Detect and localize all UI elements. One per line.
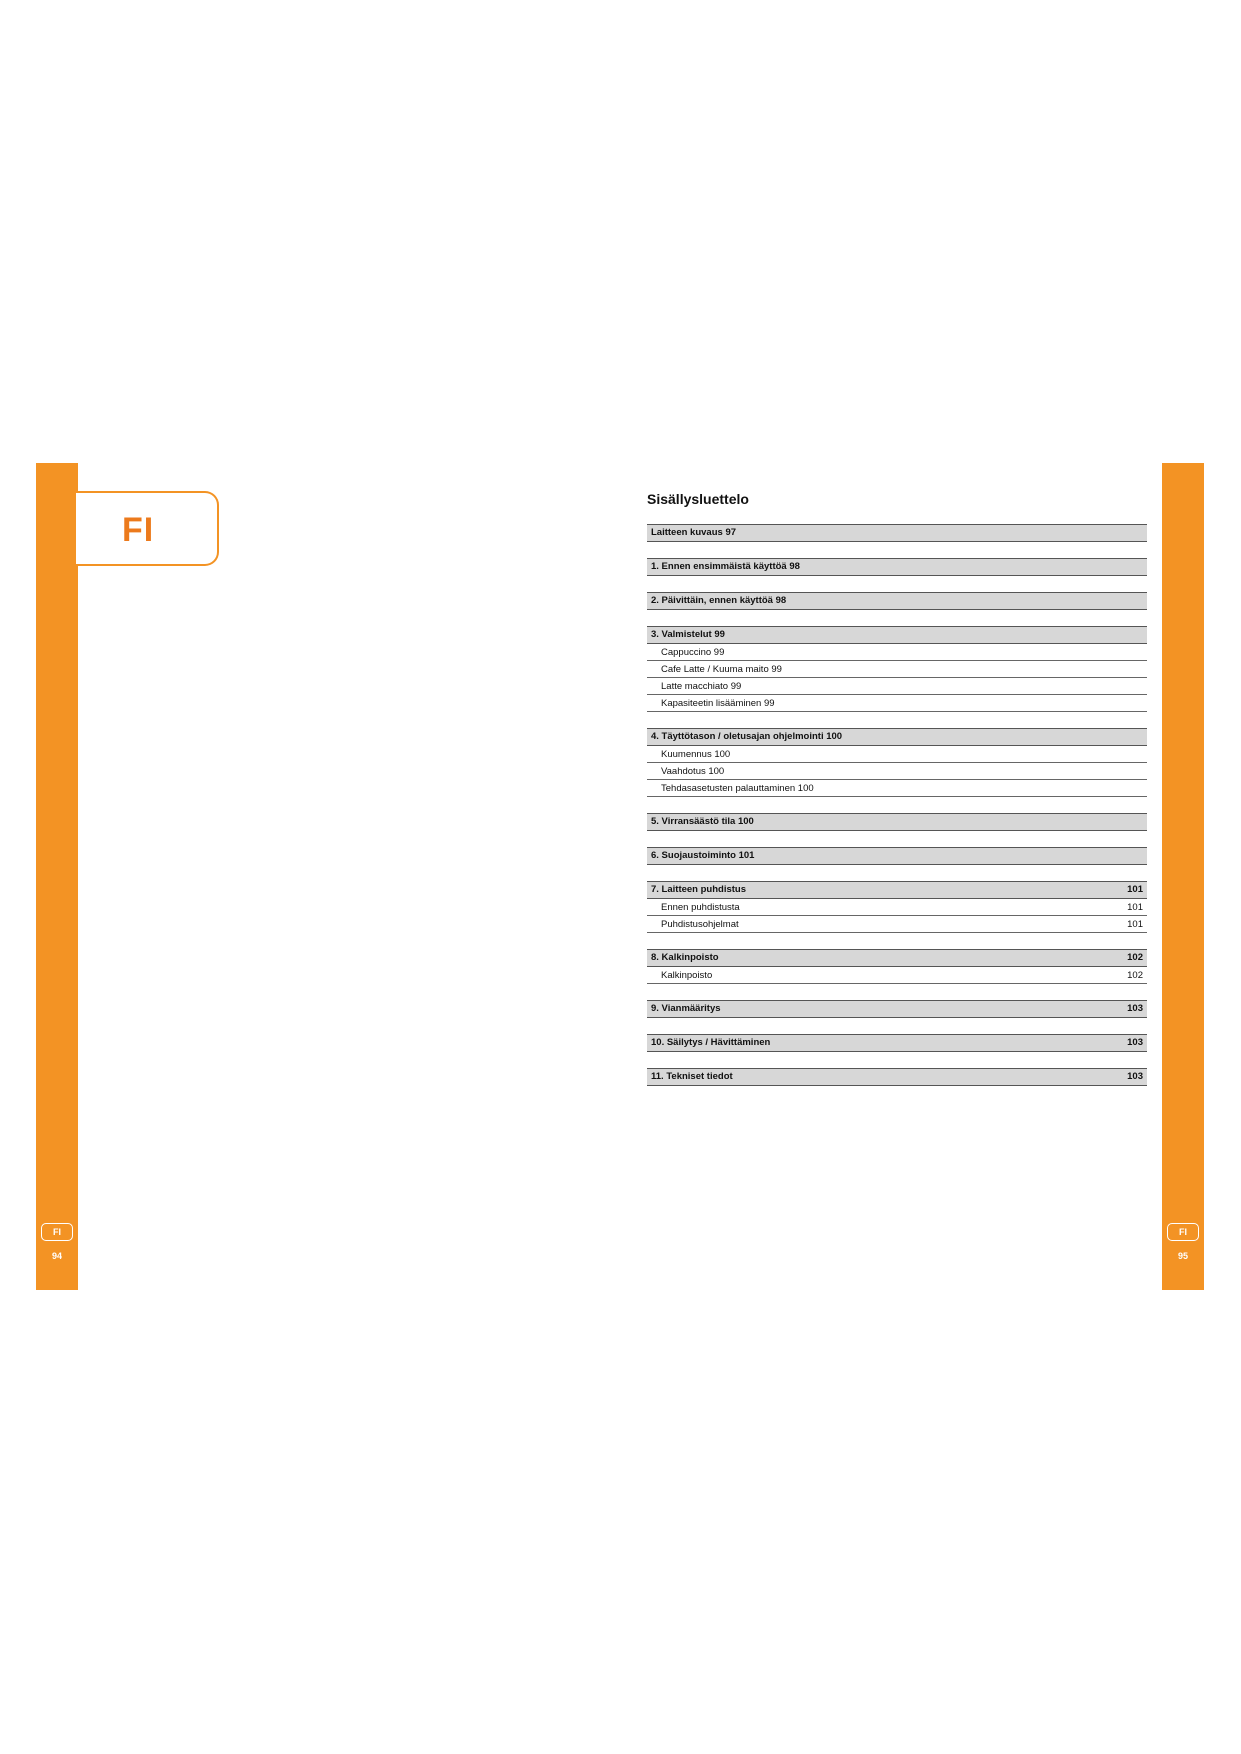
toc-section-row[interactable] — [647, 813, 1147, 831]
toc-spacer — [647, 576, 1147, 592]
toc-section-row[interactable] — [647, 626, 1147, 644]
toc-entry-label: Laitteen kuvaus 97 — [651, 527, 737, 538]
toc-entry-label: 5. Virransäästö tila 100 — [651, 816, 754, 827]
toc-subsection-row[interactable] — [647, 967, 1147, 984]
toc-spacer — [647, 712, 1147, 728]
right-language-tab: FI — [1167, 1223, 1199, 1241]
toc-entry-page: 101 — [1127, 902, 1143, 913]
toc-entry-label: Kapasiteetin lisääminen 99 — [661, 698, 775, 709]
toc-entry-label: 8. Kalkinpoisto — [651, 952, 719, 963]
toc-entry-label: 7. Laitteen puhdistus — [651, 884, 747, 895]
toc-section-row[interactable] — [647, 524, 1147, 542]
left-language-tab: FI — [41, 1223, 73, 1241]
left-page-number: 94 — [51, 1251, 62, 1261]
toc-subsection-row[interactable] — [647, 644, 1147, 661]
toc-subsection-row[interactable] — [647, 780, 1147, 797]
toc-subsection-row[interactable] — [647, 661, 1147, 678]
toc-section-row[interactable] — [647, 1068, 1147, 1086]
toc-section-row[interactable] — [647, 1000, 1147, 1018]
toc-entry-label: Kalkinpoisto — [661, 970, 713, 981]
toc-spacer — [647, 984, 1147, 1000]
toc-entry-page: 102 — [1127, 952, 1143, 963]
toc-spacer — [647, 1018, 1147, 1034]
toc-entry-page: 103 — [1127, 1071, 1143, 1082]
toc-spacer — [647, 1052, 1147, 1068]
toc-entry-page: 101 — [1127, 919, 1143, 930]
toc-spacer — [647, 797, 1147, 813]
toc-entry-label: 11. Tekniset tiedot — [651, 1071, 733, 1082]
toc-entry-label: Vaahdotus 100 — [661, 766, 725, 777]
toc-entry-label: Ennen puhdistusta — [661, 902, 740, 913]
toc-entry-label: Cafe Latte / Kuuma maito 99 — [661, 664, 782, 675]
toc-entry-label: Latte macchiato 99 — [661, 681, 742, 692]
toc-subsection-row[interactable] — [647, 763, 1147, 780]
toc-subsection-row[interactable] — [647, 678, 1147, 695]
toc-entry-page: 103 — [1127, 1037, 1143, 1048]
toc-entry-label: 10. Säilytys / Hävittäminen — [651, 1037, 771, 1048]
toc-entry-label: 9. Vianmääritys — [651, 1003, 721, 1014]
right-orange-sidebar — [1162, 463, 1204, 1290]
toc-entry-label: 3. Valmistelut 99 — [651, 629, 725, 640]
right-page-number: 95 — [1177, 1251, 1188, 1261]
toc-section-row[interactable] — [647, 558, 1147, 576]
toc-section-row[interactable] — [647, 592, 1147, 610]
toc-entry-label: Puhdistusohjelmat — [661, 919, 739, 930]
toc-spacer — [647, 933, 1147, 949]
toc-entry-label: 2. Päivittäin, ennen käyttöä 98 — [651, 595, 787, 606]
toc-section-row[interactable] — [647, 881, 1147, 899]
toc-entry-page: 102 — [1127, 970, 1143, 981]
toc-subsection-row[interactable] — [647, 746, 1147, 763]
toc-entry-label: Kuumennus 100 — [661, 749, 731, 760]
table-of-contents — [647, 524, 1147, 1086]
toc-entry-label: 6. Suojaustoiminto 101 — [651, 850, 755, 861]
toc-section-row[interactable] — [647, 949, 1147, 967]
left-orange-sidebar — [36, 463, 78, 1290]
toc-subsection-row[interactable] — [647, 899, 1147, 916]
toc-entry-label: 1. Ennen ensimmäistä käyttöä 98 — [651, 561, 800, 572]
toc-entry-label: Tehdasasetusten palauttaminen 100 — [661, 783, 814, 794]
toc-entry-label: Cappuccino 99 — [661, 647, 725, 658]
toc-spacer — [647, 865, 1147, 881]
toc-entry-page: 101 — [1127, 884, 1143, 895]
toc-subsection-row[interactable] — [647, 916, 1147, 933]
language-tab-large — [76, 491, 219, 566]
left-page — [36, 463, 618, 1290]
toc-title: Sisällysluettelo — [647, 491, 749, 507]
language-tab-large-label: FI — [122, 511, 155, 549]
toc-section-row[interactable] — [647, 847, 1147, 865]
toc-subsection-row[interactable] — [647, 695, 1147, 712]
toc-spacer — [647, 831, 1147, 847]
toc-spacer — [647, 610, 1147, 626]
toc-entry-label: 4. Täyttötason / oletusajan ohjelmointi 100 — [651, 731, 843, 742]
toc-section-row[interactable] — [647, 1034, 1147, 1052]
toc-entry-page: 103 — [1127, 1003, 1143, 1014]
toc-section-row[interactable] — [647, 728, 1147, 746]
toc-spacer — [647, 542, 1147, 558]
